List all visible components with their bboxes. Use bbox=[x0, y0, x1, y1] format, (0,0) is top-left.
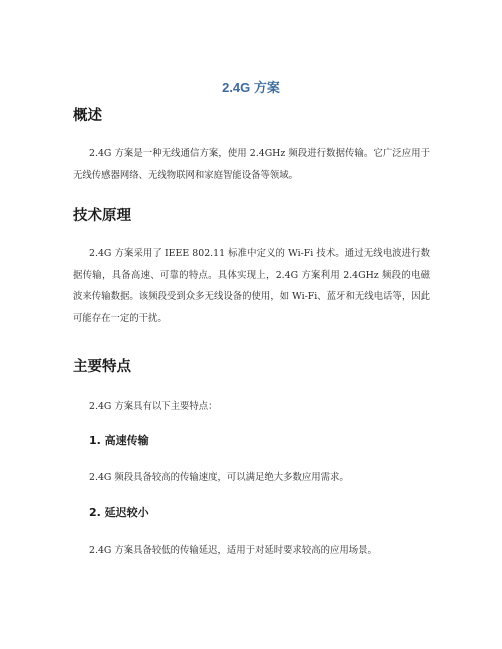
document-title: 2.4G 方案 bbox=[222, 80, 280, 95]
section-heading-features: 主要特点 bbox=[73, 359, 131, 375]
section-heading-overview: 概述 bbox=[73, 108, 102, 124]
section-paragraph-principle: 2.4G 方案采用了 IEEE 802.11 标准中定义的 Wi-Fi 技术。通过无线电波进行数据传输，具备高速、可靠的特点。具体实现上，2.4G 方案利用 2.4GHz 频段的电磁波来传输数据。该频段受到众多无线设备的使用，如 Wi-Fi、蓝牙和无线电话等，因此可能存在一定的干扰。 bbox=[73, 248, 430, 325]
feature-heading-high-speed: 1. 高速传输 bbox=[89, 434, 149, 447]
feature-paragraph-low-latency: 2.4G 方案具备较低的传输延迟，适用于对延时要求较高的应用场景。 bbox=[89, 545, 377, 556]
section-paragraph-features: 2.4G 方案具有以下主要特点： bbox=[89, 401, 218, 412]
section-heading-principle: 技术原理 bbox=[73, 208, 131, 224]
feature-heading-low-latency: 2. 延迟较小 bbox=[89, 506, 149, 519]
feature-paragraph-high-speed: 2.4G 频段具备较高的传输速度，可以满足绝大多数应用需求。 bbox=[89, 472, 349, 483]
section-paragraph-overview: 2.4G 方案是一种无线通信方案，使用 2.4GHz 频段进行数据传输。它广泛应用于无线传感器网络、无线物联网和家庭智能设备等领域。 bbox=[73, 148, 430, 181]
